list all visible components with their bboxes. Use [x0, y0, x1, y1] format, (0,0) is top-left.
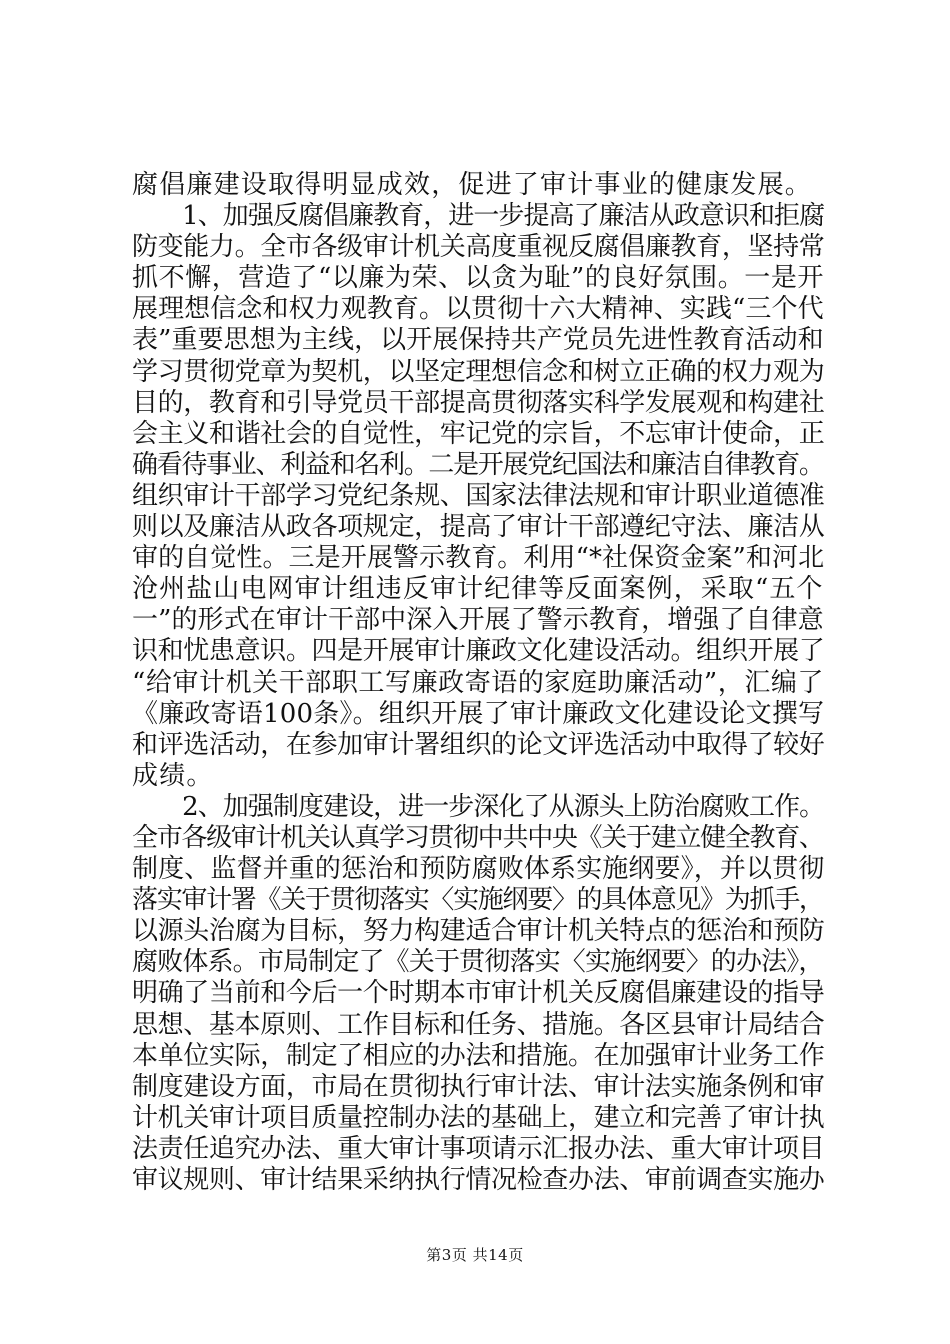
text-line: 法责任追究办法、重大审计事项请示汇报办法、重大审计项目 [132, 1133, 825, 1164]
text-line: 表”重要思想为主线，以开展保持共产党员先进性教育活动和 [132, 325, 824, 356]
text-line: 审的自觉性。三是开展警示教育。利用“*社保资金案”和河北 [132, 543, 825, 574]
text-line: 识和忧患意识。四是开展审计廉政文化建设活动。组织开展了 [132, 636, 825, 667]
page-footer [0, 1245, 950, 1265]
text-line: 一”的形式在审计干部中深入开展了警示教育，增强了自律意 [132, 605, 824, 636]
text-line: “给审计机关干部职工写廉政寄语的家庭助廉活动”，汇编了 [132, 667, 824, 698]
text-line: 《廉政寄语100条》。组织开展了审计廉政文化建设论文撰写 [132, 698, 825, 729]
text-line: 本单位实际，制定了相应的办法和措施。在加强审计业务工作 [132, 1040, 825, 1071]
text-line: 学习贯彻党章为契机，以坚定理想信念和树立正确的权力观为 [132, 356, 825, 387]
text-line: 1、加强反腐倡廉教育，进一步提高了廉洁从政意识和拒腐 [132, 201, 825, 232]
text-line: 腐倡廉建设取得明显成效，促进了审计事业的健康发展。 [132, 170, 813, 200]
document-body [132, 170, 824, 1196]
text-line: 和评选活动，在参加审计署组织的论文评选活动中取得了较好 [132, 729, 825, 760]
text-line: 落实审计署《关于贯彻落实〈实施纲要〉的具体意见》为抓手， [132, 885, 824, 916]
text-line: 沧州盐山电网审计组违反审计纪律等反面案例，采取“五个 [132, 574, 824, 605]
text-line: 目的，教育和引导党员干部提高贯彻落实科学发展观和构建社 [132, 387, 825, 418]
text-line: 防变能力。全市各级审计机关高度重视反腐倡廉教育，坚持常 [132, 232, 825, 263]
text-line: 组织审计干部学习党纪条规、国家法律法规和审计职业道德准 [132, 480, 825, 511]
text-line: 2、加强制度建设，进一步深化了从源头上防治腐败工作。 [132, 791, 825, 822]
text-line: 则以及廉洁从政各项规定，提高了审计干部遵纪守法、廉洁从 [132, 512, 825, 543]
text-line: 审议规则、审计结果采纳执行情况检查办法、审前调查实施办 [132, 1165, 825, 1195]
text-line: 思想、基本原则、工作目标和任务、措施。各区县审计局结合 [132, 1009, 825, 1040]
text-line: 明确了当前和今后一个时期本市审计机关反腐倡廉建设的指导 [132, 978, 825, 1009]
text-line: 全市各级审计机关认真学习贯彻中共中央《关于建立健全教育、 [132, 822, 824, 853]
text-line: 展理想信念和权力观教育。以贯彻十六大精神、实践“三个代 [132, 294, 824, 325]
text-line: 抓不懈，营造了“以廉为荣、以贪为耻”的良好氛围。一是开 [132, 263, 824, 294]
text-line: 腐败体系。市局制定了《关于贯彻落实〈实施纲要〉的办法》， [132, 947, 824, 978]
text-line: 以源头治腐为目标，努力构建适合审计机关特点的惩治和预防 [132, 916, 825, 947]
text-line: 制度、监督并重的惩治和预防腐败体系实施纲要》，并以贯彻 [132, 854, 825, 885]
text-line: 成绩。 [132, 760, 214, 791]
text-line: 制度建设方面，市局在贯彻执行审计法、审计法实施条例和审 [132, 1071, 825, 1102]
text-line: 计机关审计项目质量控制办法的基础上，建立和完善了审计执 [132, 1102, 825, 1133]
page-number: 第3页 共14页 [426, 1246, 524, 1264]
text-line: 会主义和谐社会的自觉性，牢记党的宗旨，不忘审计使命，正 [132, 418, 825, 449]
text-line: 确看待事业、利益和名利。二是开展党纪国法和廉洁自律教育。 [132, 449, 824, 480]
